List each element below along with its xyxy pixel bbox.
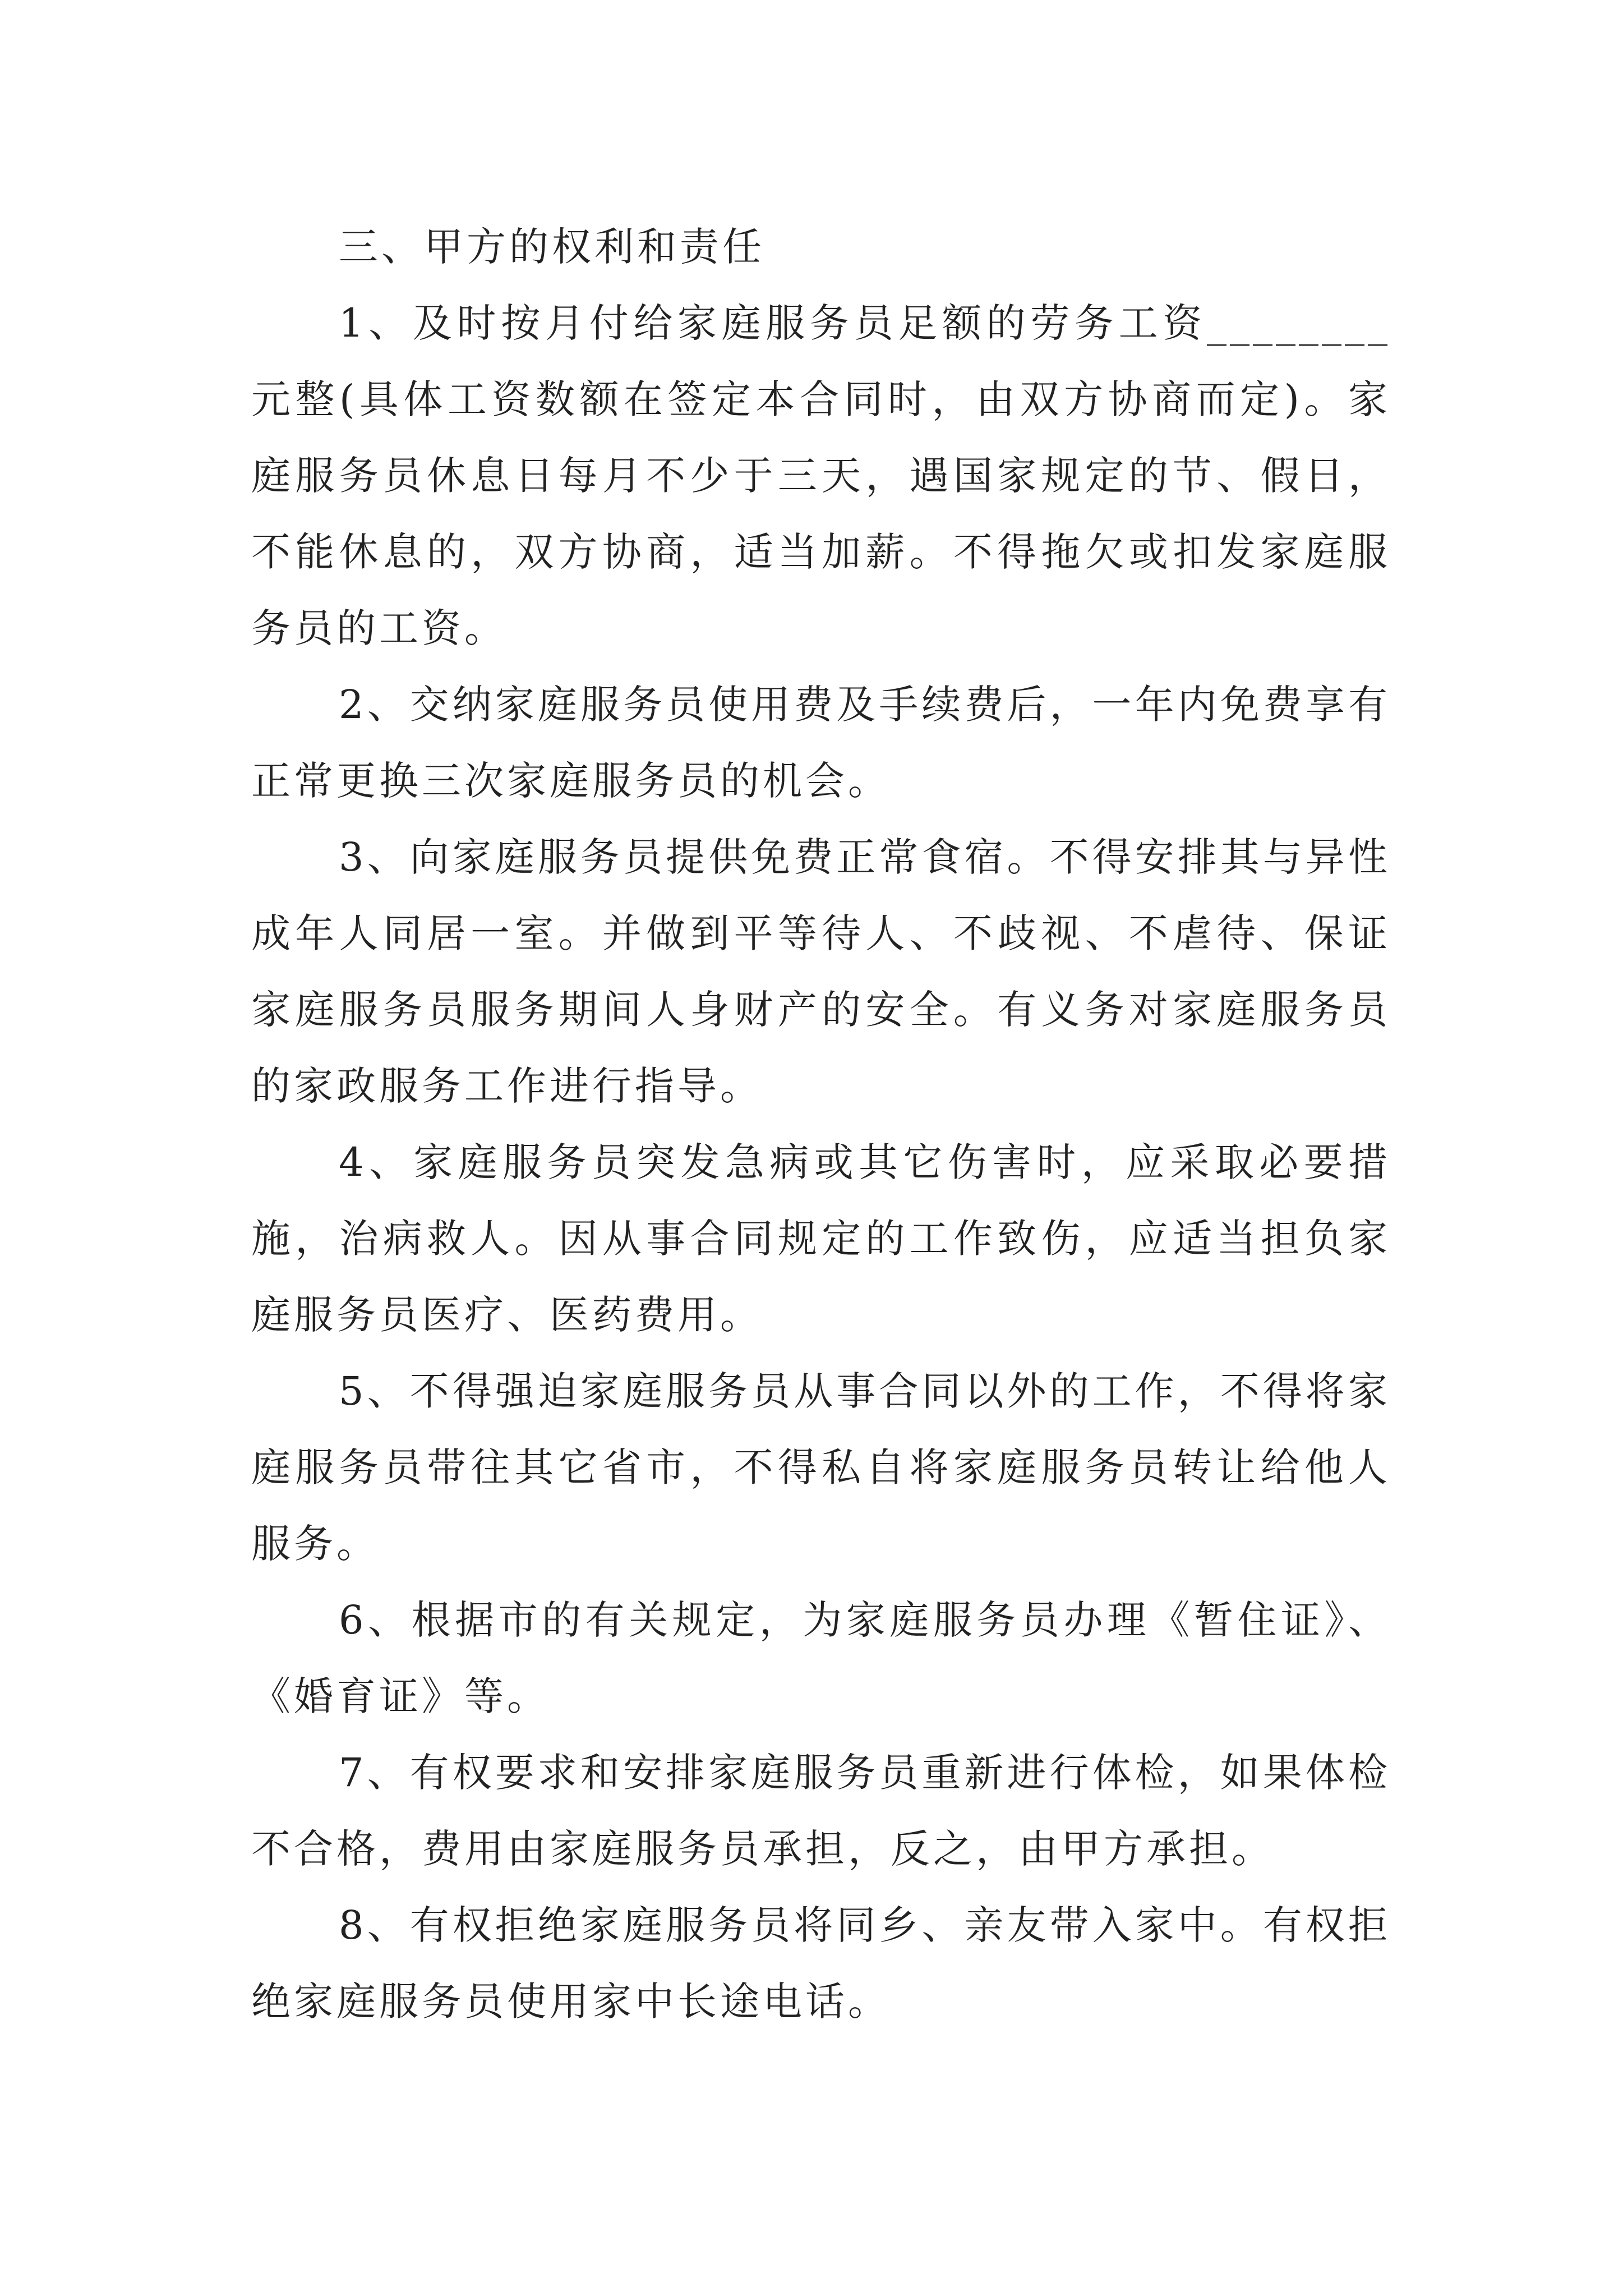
clause-2: 2、交纳家庭服务员使用费及手续费后，一年内免费享有正常更换三次家庭服务员的机会。 xyxy=(251,682,1391,804)
clause-5: 5、不得强迫家庭服务员从事合同以外的工作，不得将家庭服务员带往其它省市，不得私自将家庭服务员转让给他人服务。 xyxy=(251,1368,1391,1567)
document-body xyxy=(251,209,1391,2040)
clause-6: 6、根据市的有关规定，为家庭服务员办理《暂住证》、《婚育证》等。 xyxy=(251,1597,1391,1719)
clause-4: 4、家庭服务员突发急病或其它伤害时，应采取必要措施，治病救人。因从事合同规定的工作致伤，应适当担负家庭服务员医疗、医药费用。 xyxy=(251,1139,1391,1338)
clause-1: 1、及时按月付给家庭服务员足额的劳务工资________元整(具体工资数额在签定本合同时，由双方协商而定)。家庭服务员休息日每月不少于三天，遇国家规定的节、假日，不能休息的，双方协商，适当加薪。不得拖欠或扣发家庭服务员的工资。 xyxy=(251,300,1391,651)
clause-8: 8、有权拒绝家庭服务员将同乡、亲友带入家中。有权拒绝家庭服务员使用家中长途电话。 xyxy=(251,1902,1391,2024)
section-heading: 三、甲方的权利和责任 xyxy=(339,224,765,270)
clause-7: 7、有权要求和安排家庭服务员重新进行体检，如果体检不合格，费用由家庭服务员承担，反之，由甲方承担。 xyxy=(251,1750,1391,1872)
clause-3: 3、向家庭服务员提供免费正常食宿。不得安排其与异性成年人同居一室。并做到平等待人、不歧视、不虐待、保证家庭服务员服务期间人身财产的安全。有义务对家庭服务员的家政服务工作进行指导。 xyxy=(251,834,1391,1109)
